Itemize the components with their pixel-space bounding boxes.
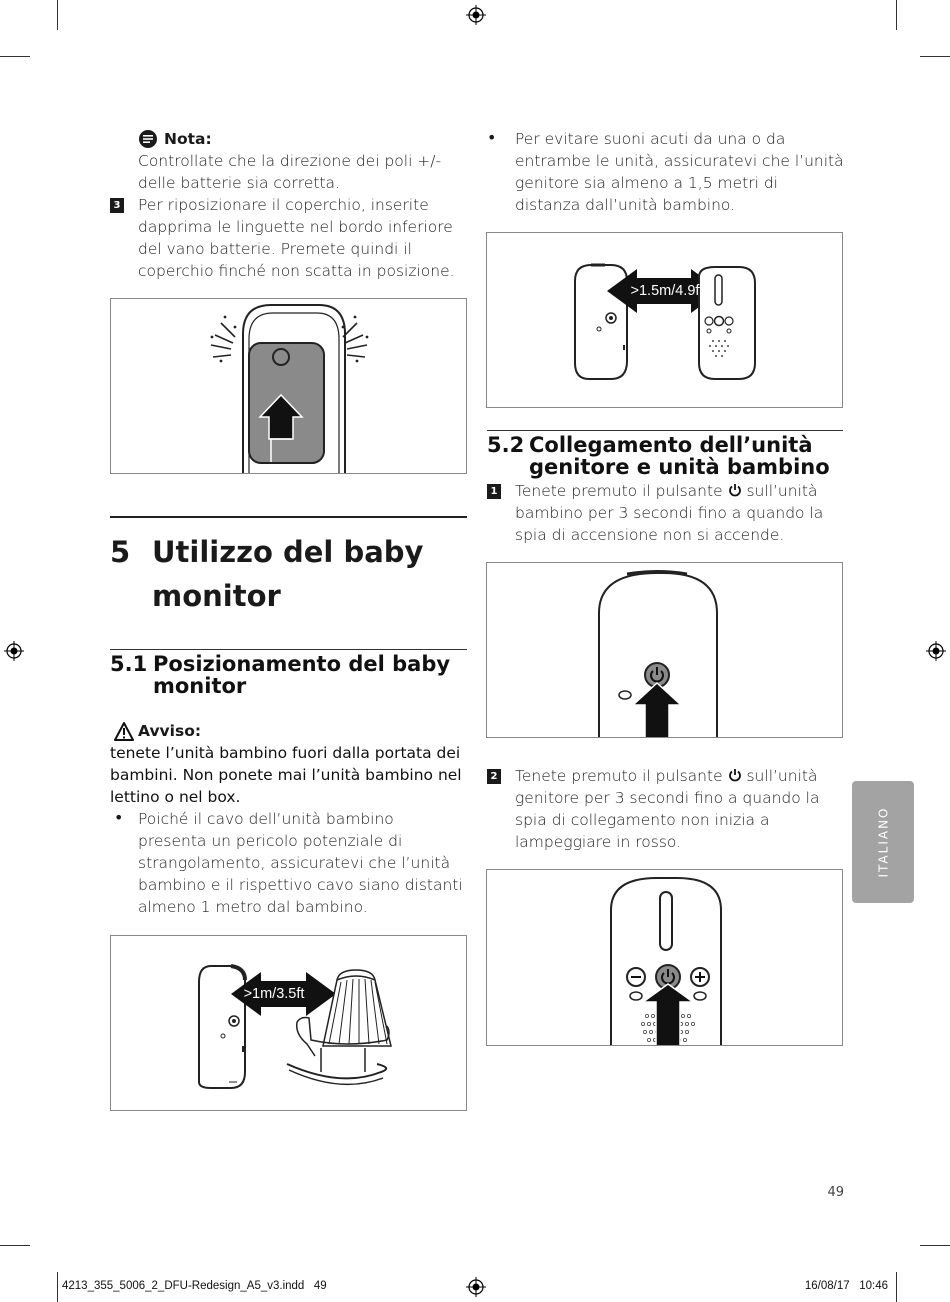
bullet-cable-text: Poiché il cavo dell’unità bambino presenta un pericolo potenziale di strangolamento, assicuratevi che l’unità bambino e il rispettivo cavo siano distanti almeno 1 metro dal bambino. [138,810,463,916]
registration-mark-icon [466,1277,486,1297]
crop-mark [0,56,30,57]
subsection-title-line1: Collegamento dell’unità [529,433,813,457]
step-3-text: Per riposizionare il coperchio, inserite dapprima le linguette nel bordo inferiore del vano batterie. Premete quindi il coperchio finché non scatta in posizione. [138,196,455,280]
note-title: Nota: [164,130,212,148]
note-text: Controllate che la direzione dei poli +/- delle batterie sia corretta. [138,152,442,192]
language-side-tab [852,781,914,903]
bullet-dot: • [114,808,124,827]
warning-text: tenete l’unità bambino fuori dalla portata dei bambini. Non ponete mai l’unità bambino nel lettino o nel box. [110,744,462,806]
units-distance-figure [486,232,843,408]
step-number-badge: 3 [110,198,124,213]
power-icon [728,768,742,782]
crop-mark [896,1272,897,1302]
step-1-text [515,480,845,546]
baby-unit-power-figure [486,562,843,738]
section-number: 5 [110,535,131,569]
crop-mark [0,1245,30,1246]
subsection-number: 5.1 [110,652,148,676]
subsection-title-line2: monitor [153,674,247,698]
step-2-text [515,765,845,853]
warning-block [110,720,470,808]
crop-mark [920,1245,950,1246]
cable-distance-figure [110,935,467,1111]
registration-mark-icon [4,641,24,661]
footer-date: 16/08/17 10:46 [804,1280,888,1292]
step-number-badge: 2 [487,769,501,784]
subsection-title-line2: genitore e unità bambino [529,455,830,479]
step-1-text-b: sull’unità bambino per 3 secondi fino a quando la spia di accensione non si accende. [515,482,824,544]
crop-mark [896,0,897,30]
registration-mark-icon [926,641,946,661]
section-rule [487,430,843,431]
bullet-distance-text: Per evitare suoni acuti da una o da entrambe le unità, assicuratevi che l’unità genitore sia almeno a 1,5 metri di distanza dall’unità bambino. [515,130,844,214]
subsection-title-line1: Posizionamento del baby [153,652,451,676]
step-1-text-a: Tenete premuto il pulsante [515,482,723,500]
crop-mark [57,0,58,30]
warning-icon [114,722,134,741]
power-icon [728,483,742,497]
battery-cover-illustration [111,299,467,474]
warning-title: Avviso: [138,722,202,740]
note-block [138,128,468,194]
section-rule [110,516,467,518]
baby-unit-power-illustration [487,563,843,738]
two-units-illustration [487,233,843,408]
step-2-text-b: sull’unità genitore per 3 secondi fino a quando la spia di collegamento non inizia a lampeggiare in rosso. [515,767,820,851]
cable-distance-label: >1m/3.5ft [243,986,305,1002]
units-distance-label: >1.5m/4.9ft [630,283,704,299]
baby-unit-and-cot-illustration [111,936,467,1111]
note-icon [138,129,158,149]
battery-cover-figure [110,298,467,474]
parent-unit-power-figure [486,869,843,1046]
footer-file-info: 4213_355_5006_2_DFU-Redesign_A5_v3.indd 49 [62,1280,327,1292]
crop-mark [57,1272,58,1302]
section-rule [110,649,467,650]
registration-mark-icon [466,5,486,25]
section-title-line2: monitor [152,579,281,613]
step-2-text-a: Tenete premuto il pulsante [515,767,723,785]
step-number-badge: 1 [487,484,501,499]
subsection-number: 5.2 [487,433,525,457]
bullet-dot: • [487,128,497,147]
parent-unit-power-illustration [487,870,843,1046]
page-number: 49 [827,1185,844,1200]
section-title-line1: Utilizzo del baby [152,535,424,569]
language-tab-label: ITALIANO [876,806,891,878]
crop-mark [920,56,950,57]
